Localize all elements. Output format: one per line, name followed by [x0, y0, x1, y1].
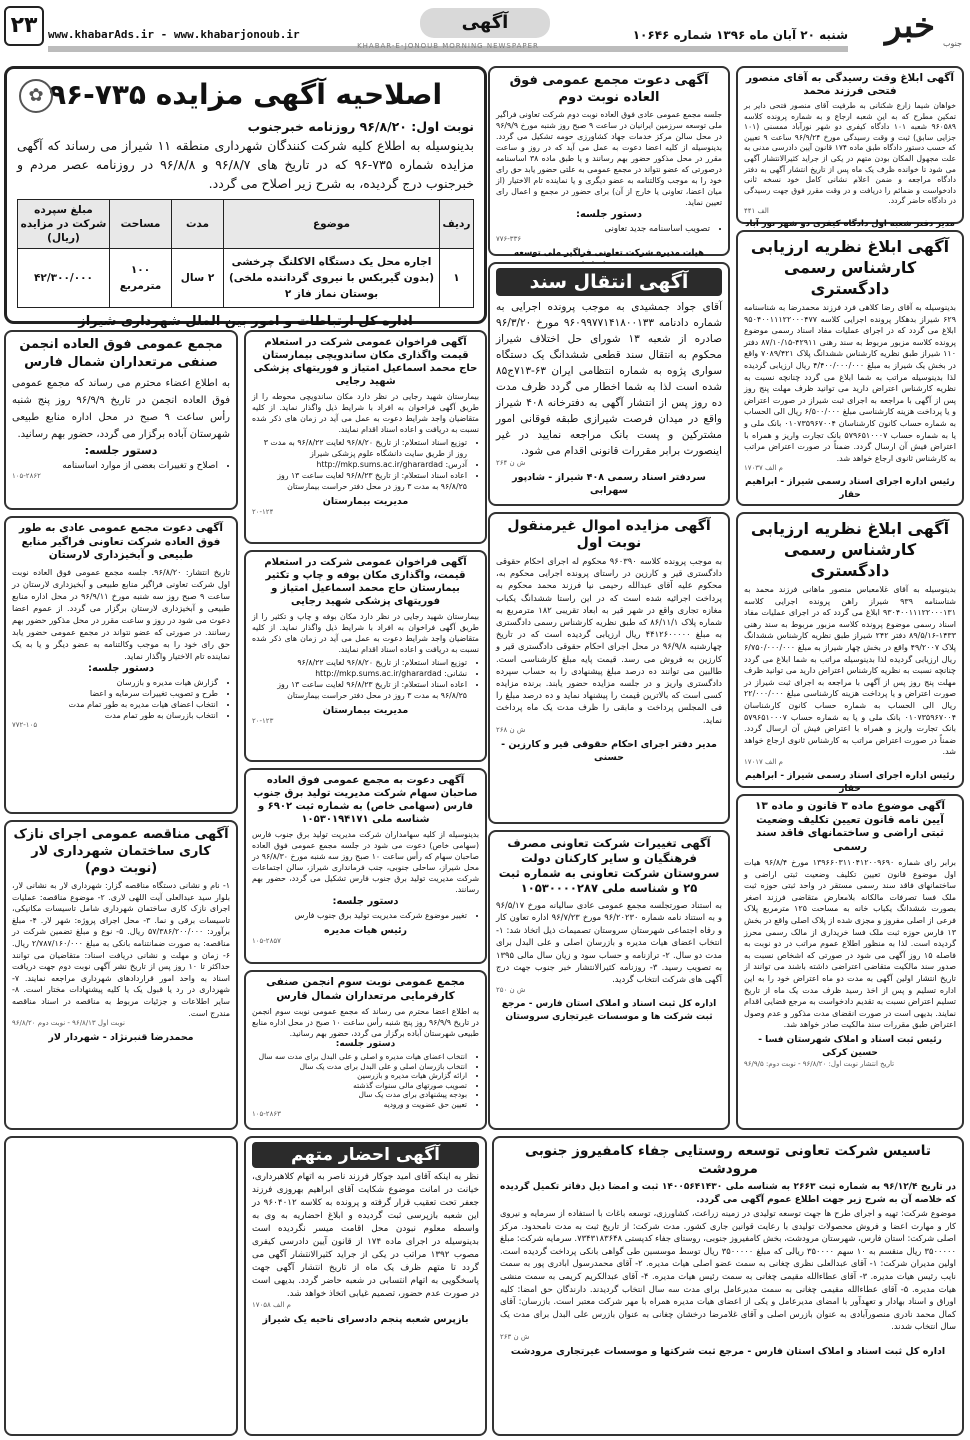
ad-code: ش ن ۲۶۳: [500, 1332, 530, 1341]
agenda-list: [252, 910, 479, 921]
agenda-list: [12, 460, 230, 472]
col-header-row: ردیف: [440, 200, 474, 249]
ad-sandwich-shop-tender: [244, 330, 487, 544]
ad-larestan-cooperative-assembly: [4, 516, 238, 814]
ad-title: آگهی مناقصه عمومی اجرای نازک کاری ساختمان شهرداری لار (نوبت دوم): [13, 827, 229, 876]
ad-title: آگهی دعوت مجمع عمومی عادی به طور فوق العاده شرکت تعاونی فراگیر منابع طبیعی و آبخیزداری لارستان: [18, 522, 224, 561]
agenda-item: • انتخاب اعضای هیات مدیره و اصلی و علی البدل برای مدت سه سال: [252, 1052, 467, 1062]
ad-code: ۱۰۵-۲۸۶۳: [252, 1109, 281, 1118]
agenda-item: • طرح و تصویب تغییرات سرمایه و اعضا: [12, 688, 218, 699]
ad-title: آگهی فراخوان عمومی شرکت در استعلام قیمت، واگذاری مکان بوفه و چاپ و تکثیر بیمارستان حاج محمد اسماعیل امتیاز و فوریتهای پزشکی شهید رجایی: [264, 557, 467, 607]
agenda-list: [12, 677, 230, 721]
ad-item: • توزیع اسناد استعلام: از تاریخ ۹۶/۸/۲۰ لغایت ۹۶/۸/۲۲: [252, 657, 467, 668]
ad-body: بیمارستان شهید رجایی در نظر دارد مکان بوفه و چاپ و تکثیر را از طریق آگهی فراخوان به افراد با شرایط ذیل واگذار نماید. از کلیه متقاضیان واجد شرایط دعوت به عمل می آید در زمان های ذکر شده نسبت به دریافت و اعاده اسناد اقدام نمایند.: [252, 612, 479, 654]
ad-signature: رئیس هیات مدیره: [324, 925, 407, 936]
page-number: ۲۳: [4, 6, 44, 46]
agenda-item: • ارائه گزارش هیات مدیره و بازرسین: [252, 1071, 467, 1081]
ad-turn: نوبت اول: ۹۶/۸/۲۰ روزنامه خبرجنوب: [247, 119, 474, 134]
ad-signature: مدیریت بیمارستان: [322, 496, 409, 507]
agenda-item: • گزارش هیات مدیره و بازرسان: [12, 677, 218, 688]
ad-title: تاسیس شرکت تعاونی توسعه روستایی جفاء کامفیروز جنوبی مرودشت: [525, 1143, 931, 1177]
ad-signature: مدیر دفتر اجرای احکام حقوقی قیر و کارزین - حسنی: [501, 738, 717, 763]
ad-code: نوبت اول ۹۶/۸/۱۳ - نوبت دوم ۹۶/۸/۲۰: [12, 1019, 125, 1028]
ad-subtitle: در تاریخ ۹۶/۱۲/۴ به شماره ثبت ۲۶۶۳ به شناسه ملی ۱۴۰۰۵۶۴۱۴۳۰ ثبت و امضا ذیل دفاتر تکمیل گردیده که خلاصه آن به شرح زیر جهت اطلاع عموم آگهی می گردد.: [500, 1182, 957, 1205]
header-band: [48, 42, 848, 52]
ad-expert-valuation-2: [736, 512, 964, 794]
ad-body: آقای جواد جمشیدی به موجب پرونده اجرایی به شماره دادنامه ۹۶۰۹۹۷۷۱۴۱۸۰۰۱۳۳ مورخ ۹۶/۳/۲۰ صادره از شعبه ۱۳ شورای حل اختلاف شیراز محکوم به انتقال سند قطعی ششدانگ یک دستگاه سواری پژوه به شماره انتظامی ایران ۶۳-۷۱۳ج۸۵ شده است لذا به شما اخطار می گردد ظرف مدت ده روز پس از انتشار آگهی به دفترخانه ۴۰۸ شیراز واقع در میدان فرصت شیرازی طبقه فوقانی امور مشترکین و پست بانک مراجعه نمایید در غیر اینصورت برابر مقررات قانونی اقدام می شود.: [496, 301, 722, 457]
ad-body: موضوع شرکت: تهیه و اجرای طرح ها جهت توسعه تولیدی در زمینه زراعت، کشاورزی، توسعه باغات با استفاده از سرمایه و نیروی کار و مهارت اعضا و فروش محصولات تولیدی با رعایت قوانین جاری کشور. مدت شرکت: از تاریخ ثبت به مدت نامحدود. مرکز اصلی شرکت: استان فارس، شهرستان مرودشت، بخش کامفیروز جنوبی، روستای جفاء کدپستی ۷۳۴۳۱۸۳۶۴۸. سرمایه شرکت: مبلغ ۳۵۰۰۰۰۰ ریال منقسم به ۱۰ سهم ۳۵۰۰۰۰ ریالی که مبلغ ۳۵۰۰۰۰۰ ریال توسط موسسین طی گواهی بانکی پرداخت گردیده است. اولین مدیران شرکت: ۱- آقای عبدالعلی نظری چغانی به سمت عضو اصلی هیات مدیره. ۲- آقای محمدرسول ابادری پور به سمت نایب رئیس هیات مدیره. ۳- آقای عطاءالله مقیمی چغانی به سمت رئیس هیات مدیره. ۴- آقای عبدالکریم کریمی به سمت منشی هیات مدیره. ۵- آقای عطاءالله مقیمی چغانی به سمت مدیرعامل برای مدت سه سال انتخاب گردیدند. دارندگان حق امضا: کلیه اوراق و اسناد بهادار و تعهدآور با امضای مدیرعامل و یکی از اعضای هیات مدیره همراه با مهر شرکت معتبر است. بازرسان: آقای کمال محمد نادری منصورآبادی به عنوان بازرس اصلی و آقای غلامرضا درخشان چغانی به عنوان بازرس علی البدل برای مدت یک سال انتخاب شدند.: [500, 1208, 957, 1332]
ad-land-title-notice: [736, 794, 964, 1130]
ad-body: برابر رای شماره ۱۳۹۶۶۰۳۱۱۰۴۱۲۰۰۹۶۹۰ مورخ ۹۶/۸/۴ هیات اول موضوع قانون تعیین تکلیف وضعیت ثبتی اراضی و ساختمانهای فاقد سند رسمی مستقر در واحد ثبتی حوزه ثبت ملک فسا تصرفات مالکانه بلامعارض متقاضی فرزند اصغر بصورت ششدانگ یکباب خانه به مساحت ۱۲۵ مترمربع پلاک فرعی از اصلی مفروز و مجزی شده از پلاک اصلی واقع در بخش ۱۳ فارس حوزه ثبت ملک فسا خریداری از مالک رسمی محرز گردیده است. لذا به منظور اطلاع عموم مراتب در دو نوبت به فاصله ۱۵ روز آگهی می شود در صورتی که اشخاص نسبت به صدور سند مالکیت متقاضی اعتراضی داشته باشند می توانند از تاریخ انتشار اولین آگهی به مدت دو ماه اعتراض خود را به این اداره تسلیم و پس از اخذ رسید ظرف مدت یک ماه از تاریخ تسلیم اعتراض نسبت به تقدیم دادخواست به مرجع قضایی اقدام نمایند. بدیهی است در صورت انقضای مدت مذکور و عدم وصول اعتراض طبق مقررات سند مالکیت صادر خواهد شد.: [744, 858, 956, 1030]
ad-signature: بازپرس شعبه پنجم دادسرای ناحیه یک شیراز: [262, 1314, 469, 1325]
ad-signature: رئیس اداره اجرای اسناد رسمی شیراز - ابراهیم حقار: [745, 477, 955, 501]
ad-code: ۷۷۶-۳۳۶: [496, 235, 522, 243]
col-header-subject: موضوع: [224, 200, 440, 249]
agenda-item: • بودجه پیشنهادی برای مدت یک سال: [252, 1090, 467, 1100]
ad-signature: مدیر دفتر شعبه اول دادگاه کیفری دو شهر نور آباد: [745, 218, 955, 229]
ad-property-auction: [488, 512, 730, 824]
agenda-item: • انتخاب اعضای هیات مدیره به طور تمام مدت: [12, 699, 218, 710]
col-header-area: مساحت: [110, 200, 172, 249]
ad-notice-hearing: [736, 66, 964, 229]
ad-code: ۱۰۵-۲۸۵۷: [252, 937, 281, 945]
ad-title: آگهی دعوت مجمع عمومی فوق العاده نوبت دوم: [509, 73, 709, 105]
ad-buffet-tender: [244, 550, 487, 762]
ad-code: ۷۷۲-۱۰۵: [12, 720, 38, 729]
ad-rangers-assembly-3: [244, 970, 487, 1130]
ad-body: به اطلاع اعضاء محترم می رساند که مجمع عمومی فوق العاده انجمن در تاریخ ۹۶/۹/۹ روز پنج شنبه رأس ساعت ۹ صبح در محل اداره منابع طبیعی شهرستان آباده برگزار می گردد، حضور بهم رسانید.: [12, 378, 230, 440]
ad-expert-valuation-1: [736, 230, 964, 506]
agenda-item: • تعیین حق عضویت و ورودیه: [252, 1100, 467, 1110]
ad-item: • اعاده اسناد استعلام: از تاریخ ۹۶/۸/۲۳ لغایت ساعت ۱۳ روز ۹۶/۸/۲۵ به مدت ۳ روز در محل دفتر حراست بیمارستان: [252, 470, 467, 492]
ad-code: ۲۵۰ ش ن: [496, 985, 526, 994]
ad-body: بدینوسیله به آقای غلامعباس منصور ماهانی فرزند محمد به شناسنامه ۹۳۹ شیراز راهن پرونده اجرایی کلاسه ۹۳۰۴۰۰۱۱۱۲۲۰۰۰۱۳۱ ابلاغ می گردد که در اجرای عملیات مفاد اسناد رسمی موضوع پرونده کلاسه مزبور مربوط به سند رهنی ۱۴۳۳-۸۹/۵/۱۶ دفتر ۲۴۲ شیراز طبق نظریه کارشناس ششدانگ پلاک ۴۹/۲۰۰۷ واقع در بخش چهار شیراز به مبلغ ۶/۷۵۰/۰۰۰/۰۰۰ ریال ارزیابی گردیده لذا بدینوسیله مراتب به شما ابلاغ می گردد چنانچه نسبت به نظریه کارشناس اعتراض دارید می توانید ظرف مهلت پنج روز پس از آگهی با مراجعه به اجرای ثبت شیراز در صورت اعتراض و یا پرداخت هزینه کارشناسی مبلغ ۲۲/۰۰۰/۰۰۰ ریال الی الحساب به شماره حساب کانون کارشناسان ۰۱۰۷۳۵۹۶۷۰۰۴ بانک ملی و یا به شماره حساب ۵۷۹۶۵۱۰۰۰۷ بانک تجارت واریز و همراه با اعتراض فیش آن ارسال گردد. ضمناً در صورت اعتراض مراتب به کارشناس ثانوی ارجاع خواهد شد.: [744, 585, 957, 757]
ad-code: ش ن ۲۶۸: [496, 725, 526, 734]
ad-items: [252, 437, 479, 492]
agenda-title: دستور جلسه:: [575, 209, 643, 220]
ad-signature: رئیس اداره اجرای اسناد رسمی شیراز - ابراهیم حقار: [745, 770, 955, 794]
ad-body: بدینوسیله به آقای رضا کلاهی فرد فرزند محمدرضا به شناسنامه ۶۲۹ شیراز بدهکار پرونده اجرایی کلاسه ۹۵۰۴۰۰۱۱۱۲۲۰۰۰۴۷۷ ابلاغ می گردد که در اجرای عملیات مفاد اسناد رسمی موضوع پرونده کلاسه مزبور مربوط به سند رهنی ۴۲۹۱۱-۸۷/۱۰/۱۵ دفتر ۱۱۰ شیراز طبق نظریه کارشناس ششدانگ پلاک ۷۰۸۹/۴۲۱ واقع در بخش یک شیراز به مبلغ ۴/۴۰۰/۰۰۰/۰۰۰ ریال ارزیابی گردیده لذا بدینوسیله مراتب به شما ابلاغ می گردد چنانچه نسبت به نظریه کارشناس اعتراض دارید می توانید ظرف مهلت پنج روز پس از آگهی با مراجعه به اجرای ثبت شیراز در صورت اعتراض و یا پرداخت هزینه کارشناسی مبلغ ۶/۵۰۰/۰۰۰ ریال الی الحساب به شماره حساب کانون کارشناسان ۰۱۰۷۳۵۹۶۷۰۰۴ بانک ملی و یا به شماره حساب ۵۷۹۶۵۱۰۰۰۷ بانک تجارت واریز و همراه با اعتراض فیش آن ارسال گردد. ضمناً در صورت اعتراض مراتب به کارشناس ثانوی ارجاع خواهد شد.: [744, 303, 956, 463]
ad-signature: رئیس ثبت اسناد و املاک شهرستان فسا - حسین کرکی: [758, 1034, 942, 1058]
agenda-item: • انتخاب بازرسان به طور تمام مدت: [12, 710, 218, 721]
ad-body: نظر به اینکه آقای امید جوکار فرزند ناصر به اتهام کلاهبرداری، خیانت در امانت موضوع شکایت آقای ابراهیم بهروزی فرزند جعفر تحت تعقیب قرار گرفته و پرونده به کلاسه ۹۶۰۴۰۱۲ در این شعبه بازپرسی ثبت گردیده و ابلاغ احضاریه به وی به واسطه معلوم نبودن محل اقامت میسر نگردیده است بدینوسیله در اجرای ماده ۱۷۴ از قانون آیین دادرسی کیفری مصوب ۱۳۹۲ مراتب در یکی از جراید کثیرالانتشار آگهی می گردد تا متهم ظرف یک ماه از تاریخ انتشار آگهی جهت پاسخگویی به اتهام انتسابی در شعبه حاضر گردد. بدیهی است در صورت عدم حضور، تصمیم غیابی اتخاذ خواهد شد.: [252, 1172, 479, 1299]
agenda-title: دستور جلسه:: [332, 896, 399, 907]
table-header-row: [18, 200, 474, 249]
agenda-title: دستور جلسه:: [84, 444, 158, 457]
ad-summon-defendant: [244, 1136, 487, 1436]
ad-signature: محمدرضا قنبرنژاد - شهردار لار: [48, 1032, 194, 1044]
ad-title: آگهی فراخوان عمومی شرکت در استعلام قیمت واگذاری مکان ساندویچی بیمارستان حاج محمد اسماعیل امتیاز و فوریتهای پزشکی شهید رجایی: [253, 337, 478, 387]
cell-row-number: ۱: [440, 249, 474, 308]
ad-body: بدینوسیله به اطلاع کلیه شرکت کنندگان شهرداری منطقه ۱۱ شیراز می رساند که آگهی مزایده شماره ۷۳۵-۹۶ که در تاریخ های ۹۶/۸/۷ و ۹۶/۸/۸ در روزنامه عصر مردم و خبرجنوب درج گردیده، به شرح زیر اصلاح می گردد.: [17, 138, 474, 191]
ad-signature: اداره کل ثبت اسناد و املاک استان فارس - مرجع ثبت شرکت ها و موسسات غیرتجاری سروستان: [501, 998, 717, 1022]
ad-title: آگهی احضار متهم: [252, 1142, 479, 1168]
ad-placeholder-frame: [4, 1136, 238, 1436]
cell-area: ۱۰۰ مترمربع: [110, 249, 172, 308]
ad-title: آگهی ابلاغ نظریه ارزیابی کارشناس رسمی دادگستری: [750, 519, 950, 580]
ad-title: آگهی دعوت به مجمع عمومی فوق العاده صاحبان سهام شرکت مدیریت تولید برق جنوب فارس (سهامی خاص) به شماره ثبت ۶۹۰۲ و شناسه ملی ۱۰۵۳۰۱۹۴۱۷۱: [253, 775, 478, 825]
ad-code: ۲۰-۱۲۳: [252, 717, 274, 725]
issue-date: شنبه ۲۰ آبان ماه ۱۳۹۶ شماره ۱۰۶۴۶: [632, 28, 848, 42]
ad-lar-municipality-tender: [4, 820, 238, 1130]
ad-lar-tender-continued: [4, 1136, 238, 1436]
ad-item-link[interactable]: • نشانی: http://mkp.sums.ac.ir/gharardad: [252, 668, 467, 679]
section-title: آگهی: [420, 8, 550, 38]
newspaper-logo: [856, 4, 964, 50]
agenda-title: دستور جلسه:: [335, 1039, 396, 1049]
ad-power-company-assembly: [244, 768, 487, 964]
ad-item-link[interactable]: • آدرس: http://mkp.sums.ac.ir/gharardad: [252, 459, 467, 470]
ad-code: تاریخ انتشار نوبت اول: ۹۶/۸/۲۰ - نوبت دوم: ۹۶/۹/۵: [744, 1059, 895, 1068]
ad-title: آگهی انتقال سند: [496, 268, 722, 296]
ad-item: • اعاده اسناد استعلام: از تاریخ ۹۶/۸/۲۳ لغایت ساعت ۱۳ روز ۹۶/۸/۲۵ به مدت ۳ روز در محل دفتر حراست بیمارستان: [252, 679, 467, 701]
ad-body: به موجب پرونده کلاسه ۹۶۰۳۹۰ محکوم له اجرای احکام حقوقی دادگستری قیر و کارزین در راستای پرونده اجرایی محکوم به، محکوم علیه آقای عبدالله رحیمی نیا فرزند محمد محکوم به پرداخت اجرائیه شده است که در این راستا ششدانگ یکباب مغازه تجاری واقع در شهر قیر به ابعاد تقریبی ۱۸۲ مترمربع به شماره پلاک ۸۶/۱۱/۱ که طبق نظریه کارشناس رسمی دادگستری به مبلغ ۴۴۱۲۶۰۰۰۰۰ ریال ارزیابی گردیده است که در تاریخ چهارشنبه ۹۶/۹/۸ در محل اجرای احکام حقوقی دادگستری قیر و کارزین به فروش می رسد. قیمت پایه مبلغ کارشناسی است. طالبین می توانند ده درصد مبلغ پیشنهادی را به حساب سپرده دادگستری واریز و در جلسه مزایده حضور یابند. برنده مزایده کسی است که بالاترین قیمت را پیشنهاد نماید و ده درصد مبلغ را فی المجلس پرداخت و مابقی را ظرف مدت یک ماه پرداخت نماید.: [496, 556, 722, 725]
cell-subject: اجاره محل یک دستگاه الاکلنگ چرخشی (بدون گیربکس با نیروی گرداننده ملخی) بوستان نماز فاز ۲: [224, 249, 440, 308]
ad-code: ۴۴۱ الف: [744, 206, 769, 215]
ad-code: ۱۷۰۵۸ م الف: [252, 1301, 291, 1309]
auction-table: [17, 199, 474, 308]
ad-code: ۲۶۴ ش ن: [496, 459, 526, 467]
ad-signature: هیات مدیره شرکت تعاونی فراگیر ملی توسعه: [514, 248, 704, 258]
ad-general-assembly-iranian: [488, 66, 730, 256]
ad-auction-correction: [4, 66, 487, 329]
agenda-title: دستور جلسه:: [87, 662, 155, 674]
ad-body: بدینوسیله از کلیه سهامداران شرکت مدیریت تولید برق جنوب فارس (سهامی خاص) دعوت می شود در جلسه مجمع عمومی فوق العاده صاحبان سهام که رأس ساعت ۱۰ صبح روز سه شنبه مورخ ۹۶/۸/۳۰ در محل شیراز، ساحلی جنوبی، جنب فرمانداری شیراز، سالن اجتماعات شرکت مدیریت تولید برق جنوب فارس تشکیل می گردد، حضور بهم رسانند.: [252, 830, 479, 894]
ad-body: تاریخ انتشار: ۹۶/۸/۲۰. جلسه مجمع عمومی فوق العاده نوبت اول شرکت تعاونی فراگیر منابع طبیعی و آبخیزداری لارستان در ساعت ۹ صبح روز سه شنبه مورخ ۹۶/۹/۱۱ در محل اداره منابع طبیعی و آبخیزداری لارستان برگزار می گردد. از عموم اعضا دعوت می شود در روز و ساعت مقرر در محل مذکور حضور بهم رسانند. در صورتی که عضو نتواند در مجمع عمومی حضور یابد حق رای خود را به موجب وکالتنامه به عضو دیگر و یا به یک نماینده تام الاختیار واگذار نماید.: [12, 566, 230, 661]
website-urls[interactable]: www.khabarAds.ir - www.khabarjonoub.ir: [48, 28, 300, 41]
col-header-duration: مدت: [172, 200, 224, 249]
ad-body: به اطلاع اعضا محترم می رساند که مجمع عمومی نوبت سوم انجمن در تاریخ ۹۶/۹/۹ روز پنج شنبه رأس ساعت ۱۰ صبح در محل اداره منابع طبیعی شهرستان آباده برگزار می گردد، حضور بهم رسانید.: [252, 1007, 479, 1038]
cell-duration: ۲ سال: [172, 249, 224, 308]
ad-rangers-extraordinary-assembly: [4, 330, 238, 510]
ad-code: ۱۷۰۱۷ م الف: [744, 757, 783, 766]
ad-title: آگهی ابلاغ نظریه ارزیابی کارشناس رسمی دادگستری: [750, 237, 950, 298]
agenda-item: • انتخاب بازرسان اصلی و علی البدل برای مدت یک سال: [252, 1062, 467, 1072]
ad-title: آگهی تغییرات شرکت تعاونی مصرف فرهنگیان و سایر کارکنان دولت سروستان شرکت تعاونی به شماره ثبت ۲۵ و شناسه ملی ۱۰۵۳۰۰۰۰۲۸۷: [498, 836, 720, 895]
ad-document-transfer: [488, 262, 730, 506]
header-band-text: KHABAR-E-JONOUB MORNING NEWSPAPER: [357, 42, 539, 50]
ad-signature: اداره کل ثبت اسناد و املاک استان فارس - مرجع ثبت شرکتها و موسسات غیرتجاری مرودشت: [510, 1345, 946, 1357]
agenda-item: • تصویب اساسنامه جدید تعاونی: [496, 223, 710, 235]
logo-subtitle: جنوب: [942, 39, 962, 48]
ad-title: اصلاحیه آگهی مزایده ۷۳۵-۹۶: [48, 78, 443, 111]
ad-signature: سردفتر اسناد رسمی ۴۰۸ شیراز - شادپور سهرابی: [512, 472, 706, 496]
table-row: [18, 249, 474, 308]
ad-items: [252, 657, 479, 701]
ad-code: ۲۰-۱۲۴: [252, 508, 274, 516]
agenda-item: • تصویب صورتهای مالی سنوات گذشته: [252, 1081, 467, 1091]
ad-item: • توزیع اسناد استعلام: از تاریخ ۹۶/۸/۲۰ لغایت ۹۶/۸/۲۲ به مدت ۳ روز از طریق سایت دانشگاه علوم پزشکی شیراز: [252, 437, 467, 459]
ad-title: آگهی موضوع ماده ۳ قانون و ماده ۱۳ آیین نامه قانون تعیین تکلیف وضعیت ثبتی اراضی و ساختمانهای فاقد سند رسمی: [755, 800, 945, 853]
agenda-list: [496, 223, 722, 235]
masthead: [0, 0, 970, 52]
ad-body: ۱- نام و نشانی دستگاه مناقصه گزار: شهرداری لار به نشانی لار، بلوار سید عبدالعلی آیت اللهی لاری. ۲- موضوع مناقصه: عملیات اجرای نازک کاری ساختمان شهرداری شامل تاسیسات مکانیکی، تاسیسات برقی و نما. ۳- محل اجرای پروژه: شهر لار. ۴- مبلغ برآورد: ۵۷/۳۸۶/۲۰۰/۰۰۰ ریال. ۵- نوع و مبلغ تضمین شرکت در مناقصه: به صورت ضمانتنامه بانکی به مبلغ ۲/۷۸۷/۱۶۰/۰۰۰ ریال. ۶- زمان و مهلت و نشانی دریافت اسناد: متقاضیان می توانند حداکثر تا ۱۰ روز پس از تاریخ نشر آگهی نوبت دوم جهت دریافت اسناد به واحد امور قراردادهای شهرداری مراجعه نمایند. ۷- شهرداری در رد یا قبول یک یا کلیه پیشنهادات مختار است. ۸- سایر اطلاعات و جزئیات مربوط به مناقصه در اسناد مناقصه مندرج است.: [12, 881, 231, 1018]
ad-signature: اداره کل ارتباطات و امور بین الملل شهرداری شیراز: [78, 314, 413, 329]
ad-code: ۱۰۵-۲۸۶۲: [12, 472, 41, 480]
logo-text: خبر: [884, 6, 936, 46]
ad-code: ۱۷۰۳۷ م الف: [744, 464, 783, 473]
ad-body: به استناد صورتجلسه مجمع عمومی عادی سالیانه مورخ ۹۶/۵/۱۷ و به استناد نامه شماره ۹۶/۲۰۲۳۰ مورخ ۹۶/۷/۲۳ اداره تعاون کار و رفاه اجتماعی شهرستان سروستان تصمیمات ذیل اتخاذ شد: ۱- انتخاب اعضای هیات مدیره و بازرسان اصلی و علی البدل برای مدت دو سال. ۲- ترازنامه و حساب سود و زیان سال مالی ۱۳۹۵ به تصویب رسید. ۳- روزنامه کثیرالانتشار خبر جنوب جهت درج آگهی های شرکت انتخاب گردید.: [496, 900, 722, 985]
ad-signature: مدیریت بیمارستان: [322, 705, 409, 716]
ad-cooperative-establishment: [492, 1136, 964, 1436]
agenda-item: • تغییر موضوع شرکت مدیریت تولید برق جنوب فارس: [252, 910, 467, 921]
ad-body: خواهان شیما زارع شکنانی به طرفیت آقای منصور فتحی دایر بر تمکین مطرح که به این شعبه ارجاع و به شماره پرونده کلاسه ۹۶۰۵۸۹ شعبه ۱۰۱ دادگاه کیفری دو شهر نورآباد ممسنی (۱۰۱ جزایی سابق) ثبت و وقت رسیدگی مورخ ۹۶/۹/۲۴ ساعت ۹ تعیین که حسب دستور دادگاه طبق ماده ۱۷۴ قانون آیین دادرسی مدنی به علت مجهول المکان بودن متهم در یکی از جراید کثیرالانتشار آگهی می شود تا خوانده ظرف یک ماه پس از تاریخ انتشار آگهی به دفتر دادگاه مراجعه و ضمن اعلام نشانی کامل خود نسخه ثانی دادخواست و ضمائم را دریافت و در وقت مقرر فوق جهت رسیدگی در دادگاه حاضر گردد.: [744, 101, 956, 206]
municipality-emblem-icon: ✿: [19, 79, 53, 113]
cell-deposit: ۴۲/۳۰۰/۰۰۰: [18, 249, 110, 308]
agenda-list: [252, 1052, 479, 1110]
ad-cooperative-changes: [488, 830, 730, 1130]
col-header-deposit: مبلغ سپرده شرکت در مزایده (ریال): [18, 200, 110, 249]
ad-title: آگهی مزایده اموال غیرمنقول نوبت اول: [507, 518, 711, 551]
ad-title: آگهی ابلاغ وقت رسیدگی به آقای منصور فتحی فرزند محمد: [746, 72, 954, 97]
agenda-item: • اصلاح و تغییرات بعضی از موارد اساسنامه: [12, 460, 218, 472]
ad-body: جلسه مجمع عمومی عادی فوق العاده نوبت دوم شرکت تعاونی فراگیر ملی توسعه سرزمین ایرانیان در ساعت ۹ صبح روز شنبه مورخ ۹۶/۹/۹ در محل سالن مرکز خدمات جهاد کشاورزی حومه تشکیل می گردد. بدینوسیله از کلیه اعضا دعوت به عمل می آید که در روز و ساعت مقرر در محل مذکور حضور بهم رسانند و یا طبق ماده ۳۸ اساسنامه درصورتی که عضو نتواند در مجمع عمومی به علتی حضور یابد حق رای خود را به موجب وکالتنامه به عضو دیگری و یا نماینده تام الاختیار (از میان اعضا، تعاونی یا خارج از آن) برای حضور در مجمع و اعمال رای تعیین نماید.: [496, 110, 722, 207]
ad-title: مجمع عمومی فوق العاده انجمن صنفی مرتعداران شمال فارس: [19, 337, 223, 370]
ad-body: بیمارستان شهید رجایی در نظر دارد مکان ساندویچی محوطه را از طریق آگهی فراخوان به افراد با شرایط ذیل واگذار نماید. از کلیه متقاضیان واجد شرایط دعوت به عمل می آید در زمان های ذکر شده نسبت به دریافت و اعاده اسناد اقدام نمایند.: [252, 392, 479, 434]
ad-title: مجمع عمومی نوبت سوم انجمن صنفی کارفرمایی مرتعداران شمال فارس: [266, 976, 465, 1002]
